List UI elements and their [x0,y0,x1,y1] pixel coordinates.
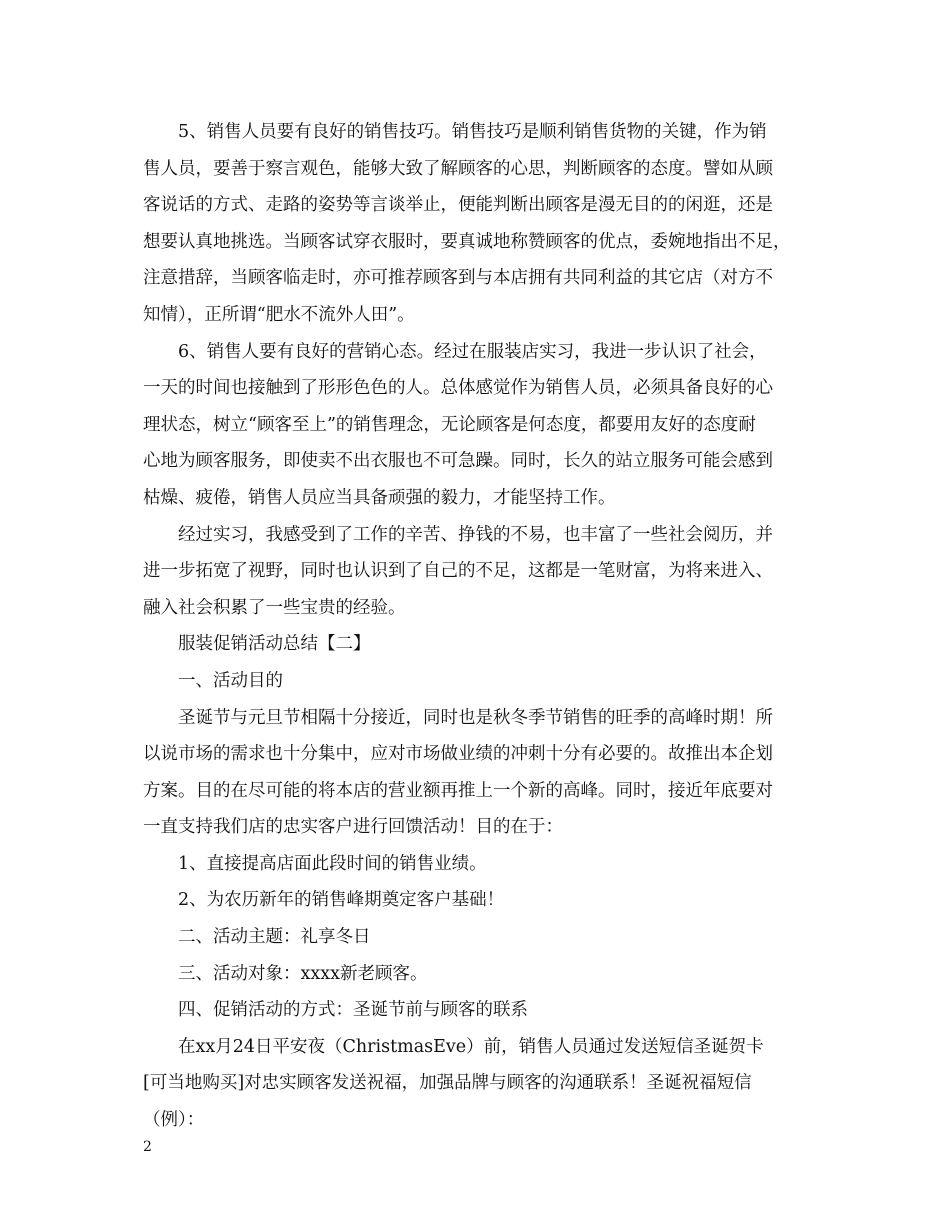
text-line: 枯燥、疲倦，销售人员应当具备顽强的毅力，才能坚持工作。 [143,487,616,508]
page-number: 2 [143,1139,152,1155]
text-line: 进一步拓宽了视野，同时也认识到了自己的不足，这都是一笔财富，为将来进入、 [143,561,773,582]
text-line: 在xx月24日平安夜（ChristmasEve）前，销售人员通过发送短信圣诞贺卡 [178,1036,764,1057]
text-line: （例）： [143,1110,205,1131]
text-line: 方案。目的在尽可能的将本店的营业额再推上一个新的高峰。同时，接近年底要对 [143,780,773,801]
document-body [143,114,809,1139]
text-line: [可当地购买]对忠实顾客发送祝福，加强品牌与顾客的沟通联系！圣诞祝福短信 [143,1073,752,1094]
text-line: 知情），正所谓“肥水不流外人田”。 [143,304,415,325]
text-line: 一、活动目的 [178,670,283,691]
text-line: 三、活动对象：xxxx新老顾客。 [178,963,428,984]
text-line: 注意措辞，当顾客临走时，亦可推荐顾客到与本店拥有共同利益的其它店（对方不 [143,268,773,289]
text-line: 二、活动主题：礼享冬日 [178,927,371,948]
text-line: 1、直接提高店面此段时间的销售业绩。 [178,853,487,874]
text-line: 5、销售人员要有良好的销售技巧。销售技巧是顺利销售货物的关键，作为销 [178,122,767,142]
text-line: 经过实习，我感受到了工作的辛苦、挣钱的不易，也丰富了一些社会阅历，并 [178,524,773,545]
text-line: 一直支持我们店的忠实客户进行回馈活动！目的在于： [143,817,563,838]
text-line: 客说话的方式、走路的姿势等言谈举止，便能判断出顾客是漫无目的的闲逛，还是 [143,195,773,216]
text-line: 圣诞节与元旦节相隔十分接近，同时也是秋冬季节销售的旺季的高峰时期！所 [178,707,773,728]
text-line: 理状态，树立“顾客至上”的销售理念，无论顾客是何态度，都要用友好的态度耐 [143,414,756,435]
text-line: 以说市场的需求也十分集中，应对市场做业绩的冲刺十分有必要的。故推出本企划 [143,744,773,765]
text-line: 四、促销活动的方式：圣诞节前与顾客的联系 [178,1000,528,1021]
text-line: 2、为农历新年的销售峰期奠定客户基础！ [178,890,505,911]
text-line: 一天的时间也接触到了形形色色的人。总体感觉作为销售人员，必须具备良好的心 [143,378,773,399]
text-line: 想要认真地挑选。当顾客试穿衣服时，要真诚地称赞顾客的优点，委婉地指出不足， [143,231,791,252]
text-line: 服装促销活动总结【二】 [178,634,371,655]
text-line: 售人员，要善于察言观色，能够大致了解顾客的心思，判断顾客的态度。譬如从顾 [143,158,773,179]
text-line: 心地为顾客服务，即使卖不出衣服也不可急躁。同时，长久的站立服务可能会感到 [143,451,773,472]
text-line: 6、销售人要有良好的营销心态。经过在服装店实习，我进一步认识了社会， [178,341,767,362]
text-line: 融入社会积累了一些宝贵的经验。 [143,597,406,618]
